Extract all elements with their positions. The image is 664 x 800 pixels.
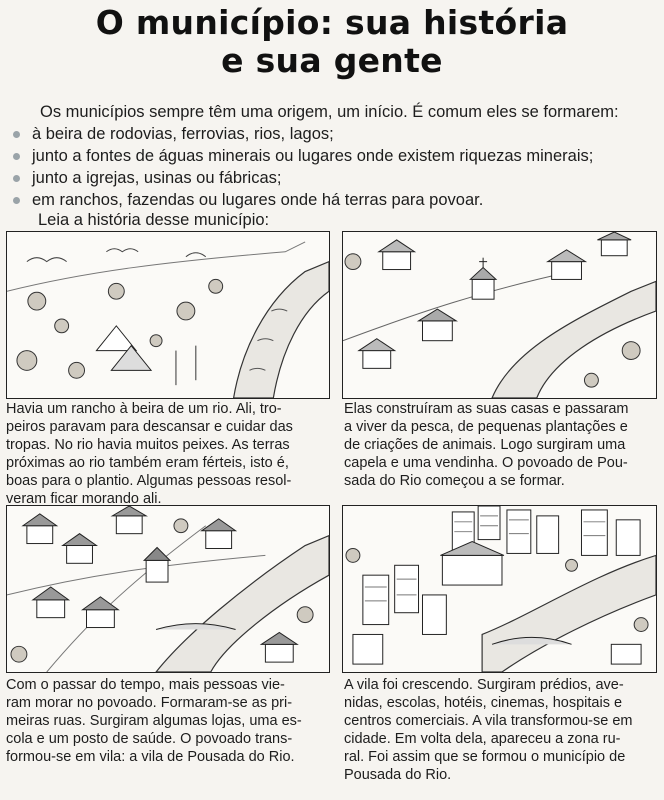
caption-settlement: Elas construíram as suas casas e passaram a viver da pesca, de pequenas plantações e de criações de animais. Logo surgiram uma capela e uma vendinha. O povoado de Pou- sada do Rio começou a se formar. — [344, 401, 629, 489]
list-item: em ranchos, fazendas ou lugares onde há terras para povoar. — [14, 189, 660, 211]
caption-city: A vila foi crescendo. Surgiram prédios, ave- nidas, escolas, hotéis, cinemas, hospitais e centros comerciais. A vila transformou-se em cidade. Em volta dela, apareceu a zona ru- ral. Foi assim que se formou o município de Pousada do Rio. — [344, 677, 633, 783]
bullet-dot-icon — [13, 175, 20, 182]
bullet-dot-icon — [13, 197, 20, 204]
bullet-dot-icon — [13, 131, 20, 138]
illustration-ranch — [6, 231, 330, 399]
intro-paragraph: Os municípios sempre têm uma origem, um início. É comum eles se formarem: — [40, 103, 619, 121]
list-item: à beira de rodovias, ferrovias, rios, lagos; — [14, 123, 660, 145]
lead-text: Leia a história desse município: — [38, 211, 270, 229]
caption-village: Com o passar do tempo, mais pessoas vie- ram morar no povoado. Formaram-se as pri- meiras ruas. Surgiram algumas lojas, uma es- cola e um posto de saúde. O povoado trans- formou-se em vila: a vila de Pousada do Rio. — [6, 677, 302, 765]
page-title — [0, 4, 664, 80]
illustration-village — [6, 505, 330, 673]
origin-list — [14, 123, 660, 211]
illustration-settlement — [342, 231, 657, 399]
list-item: junto a igrejas, usinas ou fábricas; — [14, 167, 660, 189]
title-line-1: O município: sua história — [95, 3, 569, 42]
bullet-dot-icon — [13, 153, 20, 160]
caption-ranch: Havia um rancho à beira de um rio. Ali, tro- peiros paravam para descansar e cuidar das tropas. No rio havia muitos peixes. As terras próximas ao rio também eram férteis, isto é, boas para o plantio. Algumas pessoas resol- veram ficar morando ali. — [6, 401, 293, 507]
title-line-2: e sua gente — [221, 41, 443, 80]
list-item: junto a fontes de águas minerais ou lugares onde existem riquezas minerais; — [14, 145, 660, 167]
illustration-city — [342, 505, 657, 673]
